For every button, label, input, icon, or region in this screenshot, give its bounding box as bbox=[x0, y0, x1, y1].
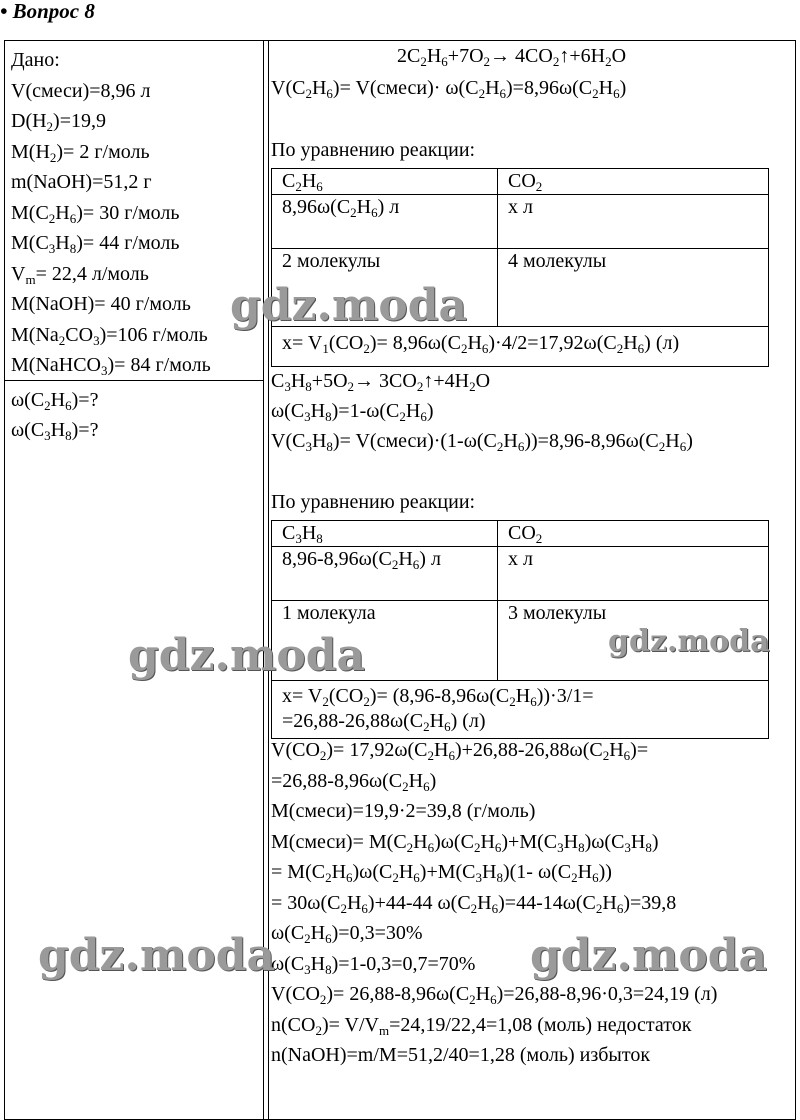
calculation-lines bbox=[271, 735, 717, 1071]
table-cell: $C_2H_6$ bbox=[272, 169, 498, 195]
table-cell: $CO_2$ bbox=[498, 521, 769, 547]
find-item: $\omega(C_3H_8)=$? bbox=[11, 419, 99, 443]
given-section bbox=[11, 45, 211, 381]
given-item: M(NaOH)= 40 г/моль bbox=[11, 293, 191, 315]
calc-line: $V(CO_2)= 26,88-8,96\omega(C_2H_6)=26,88-8,96\cdot 0,3=24,19$ (л) bbox=[271, 983, 718, 1007]
table-result-line: $=26,88-26,88\omega(C_2H_6)$ (л) bbox=[282, 710, 486, 734]
given-item: $M(C_3H_8)= 44$ г/моль bbox=[11, 232, 180, 256]
calc-line: n(NaOH)=m/M=51,2/40=1,28 (моль) избыток bbox=[271, 1044, 651, 1066]
by-equation-label-2: По уравнению реакции: bbox=[271, 491, 476, 513]
calc-line: = $M(C_2H_6)\omega(C_2H_6)+M(C_3H_8)(1-$ $\omega(C_2H_6)$) bbox=[271, 861, 612, 885]
calc-line: M(смеси)=19,9·2=39,8 (г/моль) bbox=[271, 800, 536, 822]
table-result bbox=[272, 681, 769, 739]
table-result: $x= V_1(CO_2)= 8,96\omega(C_2H_6)\cdot 4/2=17,92\omega(C_2H_6)$ (л) bbox=[272, 327, 769, 367]
table-cell: 3 молекулы bbox=[498, 601, 769, 681]
table-result-line: $x= V_2(CO_2)= (8,96-8,96\omega(C_2H_6))\cdot 3/1=$ bbox=[282, 685, 594, 709]
volume-ethane: $V(C_2H_6)=$ V(смеси)· $\omega(C_2H_6)=8,96\omega(C_2H_6)$ bbox=[271, 77, 627, 101]
table-cell: $CO_2$ bbox=[498, 169, 769, 195]
given-item: M(NaHCO$_3$)= 84 г/моль bbox=[11, 354, 211, 378]
given-item: $M(Na_2CO_3)=106$ г/моль bbox=[11, 323, 208, 348]
table-cell: $C_3H_8$ bbox=[272, 521, 498, 547]
calc-line: $\omega(C_3H_8)=1-0,3=0,7=70\%$ bbox=[271, 952, 476, 977]
table-cell: $8,96\omega(C_2H_6)$ л bbox=[272, 195, 498, 249]
volume-propane: $V(C_3H_8)=$ $V(смеси)\cdot(1-\omega(C_2H_6))=8,96-8,96\omega(C_2H_6)$ bbox=[271, 430, 693, 454]
calc-line: $\omega(C_2H_6)=0,3=30\%$ bbox=[271, 922, 423, 946]
calc-line: $=26,88-8,96\omega(C_2H_6)$ bbox=[271, 769, 437, 794]
question-heading: • Вопрос 8 bbox=[0, 0, 95, 23]
table-cell: х л bbox=[498, 547, 769, 601]
table-cell: 1 молекула bbox=[272, 601, 498, 681]
find-section bbox=[11, 385, 98, 445]
calc-line: $V(CO_2)= 17,92\omega(C_2H_6)+26,88-26,88\omega(C_2H_6)=$ bbox=[271, 739, 649, 763]
given-item: $M(C_2H_6)= 30$ г/моль bbox=[11, 201, 180, 226]
ratio-table-1 bbox=[271, 168, 769, 367]
given-item: $M(H_2)= 2$ г/моль bbox=[11, 140, 150, 165]
watermark: gdz.moda bbox=[230, 280, 468, 331]
given-title: Дано: bbox=[11, 49, 60, 71]
given-item: m(NaOH)=51,2 г bbox=[11, 171, 152, 193]
calc-line: $n(CO_2)= V/V_m=24,19/22,4=1,08$ (моль) недостаток bbox=[271, 1013, 692, 1038]
fraction-propane: $\omega(C_3H_8)=1-\omega(C_2H_6)$ bbox=[271, 400, 434, 424]
table-cell: 2 молекулы bbox=[272, 249, 498, 327]
watermark: gdz.moda bbox=[608, 624, 770, 659]
by-equation-label-1: По уравнению реакции: bbox=[271, 139, 476, 161]
find-item: $\omega(C_2H_6)=$? bbox=[11, 389, 99, 413]
calc-line: M(смеси)= $M(C_2H_6)\omega(C_2H_6)+M(C_3H_8)\omega(C_3H_8)$ bbox=[271, 830, 659, 855]
table-cell: 4 молекулы bbox=[498, 249, 769, 327]
given-item: $V_m= 22,4$ л/моль bbox=[11, 262, 149, 287]
given-item: $D(H_2)=19,9$ bbox=[11, 110, 106, 134]
table-cell: $8,96-8,96\omega(C_2H_6)$ л bbox=[272, 547, 498, 601]
table-cell: х л bbox=[498, 195, 769, 249]
watermark: gdz.moda bbox=[38, 930, 276, 981]
given-item: V(смеси)=8,96 л bbox=[11, 79, 151, 102]
watermark: gdz.moda bbox=[128, 630, 366, 681]
equation-ethane: $2C_2H_6+7O_2\to$ $4CO_2↑+6H_2O$ bbox=[397, 45, 627, 69]
calc-line: = $30\omega(C_2H_6)+44-44$ $\omega(C_2H_6)=44-14\omega(C_2H_6)=39,8$ bbox=[271, 891, 677, 916]
equation-propane: $C_3H_8+5O_2\to$ $3CO_2↑+4H_2O$ bbox=[271, 370, 491, 394]
watermark: gdz.moda bbox=[530, 930, 768, 981]
